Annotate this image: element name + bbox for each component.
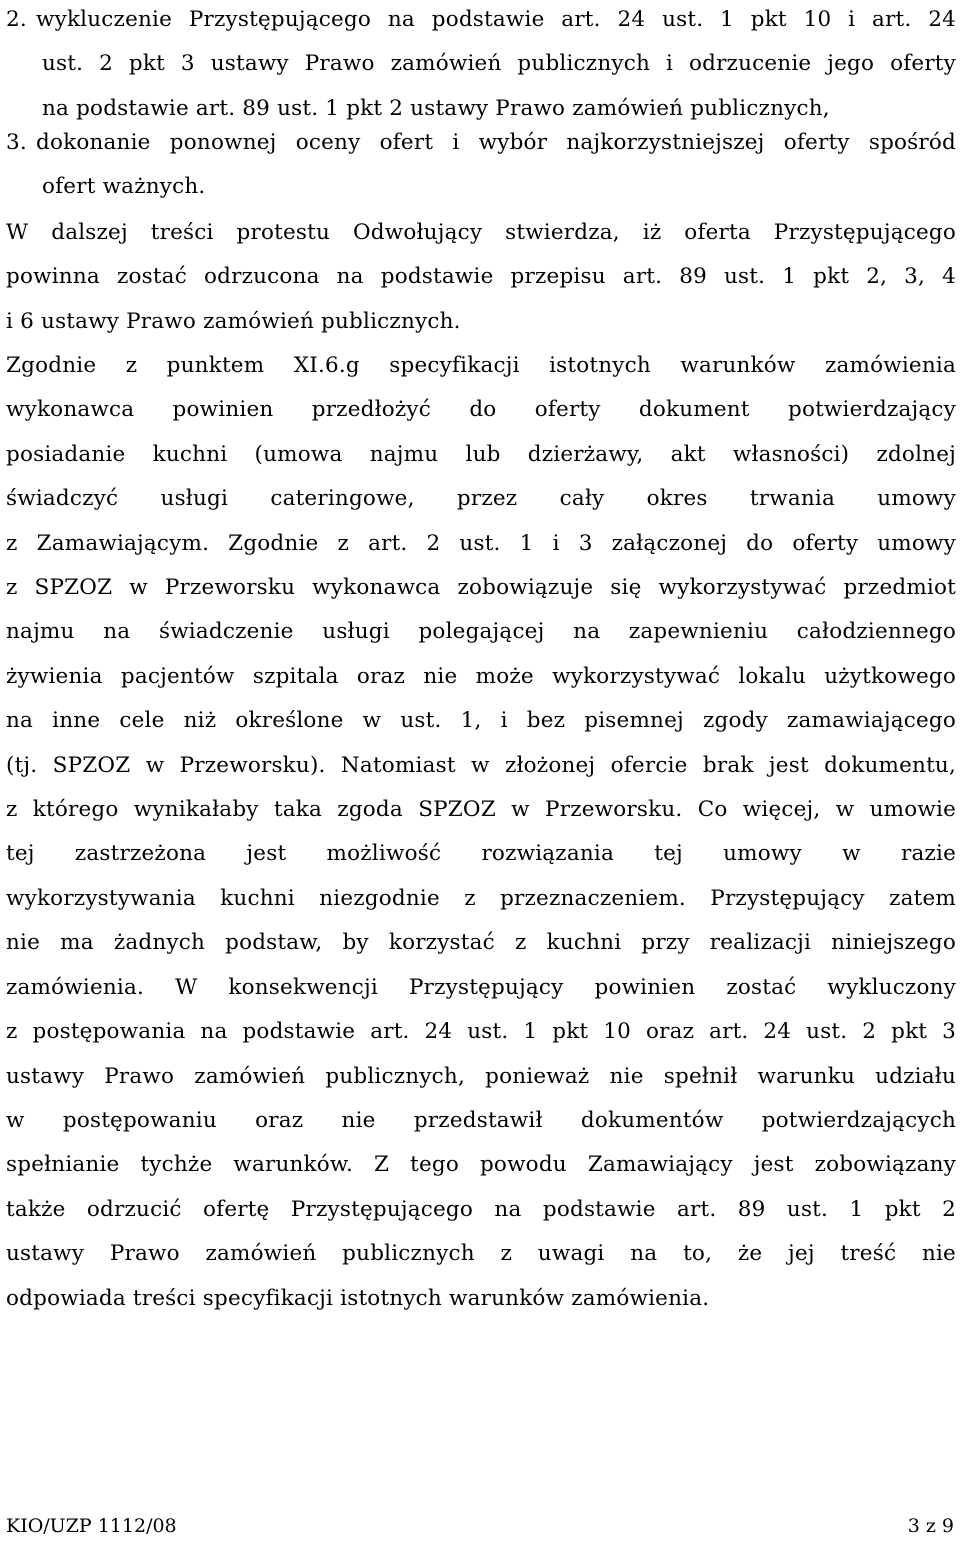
list-item-3-line-2: ofert ważnych. [42, 174, 206, 200]
paragraph-line: żywienia pacjentów szpitala oraz nie może wykorzystywać lokalu użytkowego [6, 663, 956, 689]
footer-page-number: 3 z 9 [907, 1515, 954, 1537]
paragraph-protest-line-1: W dalszej treści protestu Odwołujący stwierdza, iż oferta Przystępującego [6, 220, 956, 245]
paragraph-line: ustawy Prawo zamówień publicznych, ponieważ nie spełnił warunku udziału [6, 1063, 956, 1089]
paragraph-line: ustawy Prawo zamówień publicznych z uwagi na to, że jej treść nie [6, 1241, 956, 1267]
paragraph-line: w postępowaniu oraz nie przedstawił dokumentów potwierdzających [6, 1107, 956, 1133]
paragraph-line: z postępowania na podstawie art. 24 ust. 1 pkt 10 oraz art. 24 ust. 2 pkt 3 [6, 1019, 956, 1045]
paragraph-line: Zgodnie z punktem XI.6.g specyfikacji istotnych warunków zamówienia [6, 353, 956, 378]
list-item-2 [6, 0, 956, 131]
paragraph-line: najmu na świadczenie usługi polegającej na zapewnieniu całodziennego [6, 619, 956, 645]
footer-reference: KIO/UZP 1112/08 [6, 1515, 177, 1537]
paragraph-line: z Zamawiającym. Zgodnie z art. 2 ust. 1 i 3 załączonej do oferty umowy [6, 530, 956, 556]
list-item-3 [6, 121, 956, 210]
paragraph-line: posiadanie kuchni (umowa najmu lub dzierżawy, akt własności) zdolnej [6, 441, 956, 467]
paragraph-protest-line-2: powinna zostać odrzucona na podstawie przepisu art. 89 ust. 1 pkt 2, 3, 4 [6, 264, 956, 290]
list-item-2-number: 2. [6, 7, 27, 32]
paragraph-protest [6, 211, 956, 344]
list-item-3-line-1: 3. dokonanie ponownej oceny ofert i wybór najkorzystniejszej oferty spośród [6, 121, 956, 165]
paragraph-protest-line-3: i 6 ustawy Prawo zamówień publicznych. [6, 308, 461, 334]
paragraph-line: z SPZOZ w Przeworsku wykonawca zobowiązuje się wykorzystywać przedmiot [6, 575, 956, 601]
paragraph-line: zamówienia. W konsekwencji Przystępujący powinien zostać wykluczony [6, 974, 956, 1000]
paragraph-line: na inne cele niż określone w ust. 1, i bez pisemnej zgody zamawiającego [6, 708, 956, 734]
paragraph-line: także odrzucić ofertę Przystępującego na podstawie art. 89 ust. 1 pkt 2 [6, 1196, 956, 1222]
list-item-2-line-1: 2. wykluczenie Przystępującego na podstawie art. 24 ust. 1 pkt 10 i art. 24 [6, 0, 956, 42]
paragraph-line: (tj. SPZOZ w Przeworsku). Natomiast w złożonej ofercie brak jest dokumentu, [6, 752, 956, 778]
list-item-3-number: 3. [6, 130, 27, 155]
paragraph-line: nie ma żadnych podstaw, by korzystać z kuchni przy realizacji niniejszego [6, 930, 956, 956]
list-item-2-line-3: na podstawie art. 89 ust. 1 pkt 2 ustawy Prawo zamówień publicznych, [42, 95, 830, 121]
paragraph-line: wykonawca powinien przedłożyć do oferty dokument potwierdzający [6, 397, 956, 423]
paragraph-line-last: odpowiada treści specyfikacji istotnych warunków zamówienia. [6, 1285, 710, 1311]
paragraph-line: z którego wynikałaby taka zgoda SPZOZ w Przeworsku. Co więcej, w umowie [6, 797, 956, 823]
paragraph-line: wykorzystywania kuchni niezgodnie z przeznaczeniem. Przystępujący zatem [6, 885, 956, 911]
list-item-2-line-2: ust. 2 pkt 3 ustawy Prawo zamówień publicznych i odrzucenie jego oferty [42, 51, 956, 77]
paragraph-line: spełnianie tychże warunków. Z tego powodu Zamawiający jest zobowiązany [6, 1152, 956, 1178]
paragraph-line: tej zastrzeżona jest możliwość rozwiązania tej umowy w razie [6, 841, 956, 867]
paragraph-specification [6, 344, 956, 1321]
paragraph-line: świadczyć usługi cateringowe, przez cały okres trwania umowy [6, 486, 956, 512]
